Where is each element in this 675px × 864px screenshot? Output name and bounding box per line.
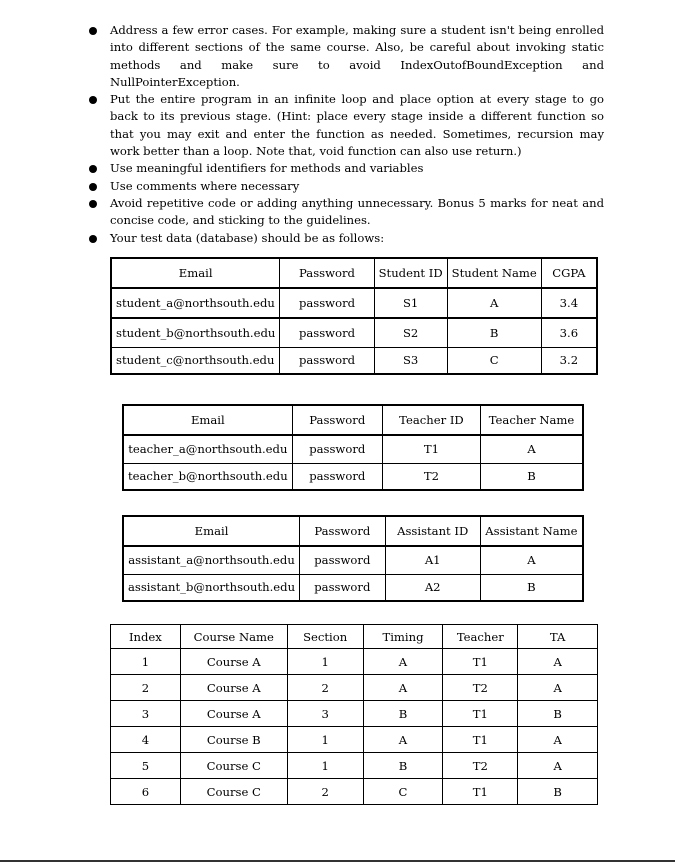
cell-timing: B: [363, 701, 443, 727]
courses-header-teacher: Teacher: [443, 625, 518, 649]
cell-ta: A: [518, 675, 598, 701]
cell-section: 3: [287, 701, 363, 727]
cell-timing: A: [363, 675, 443, 701]
cell-teacher: T2: [443, 753, 518, 779]
assistants-header-email: Email: [123, 516, 300, 546]
teachers-table: [122, 404, 584, 491]
cell-cgpa: 3.4: [541, 288, 597, 318]
cell-email: assistant_b@northsouth.edu: [123, 574, 300, 601]
cell-id: T2: [382, 463, 480, 490]
cell-index: 6: [111, 779, 181, 805]
teachers-header-email: Email: [123, 405, 292, 435]
table-row: [111, 753, 598, 779]
teachers-header-row: [123, 405, 583, 435]
cell-ta: A: [518, 727, 598, 753]
cell-ta: B: [518, 701, 598, 727]
cell-course-name: Course B: [180, 727, 287, 753]
cell-name: B: [480, 574, 583, 601]
cell-index: 1: [111, 649, 181, 675]
cell-id: S1: [374, 288, 447, 318]
students-header-password: Password: [280, 258, 374, 288]
cell-course-name: Course A: [180, 701, 287, 727]
teachers-header-id: Teacher ID: [382, 405, 480, 435]
cell-course-name: Course C: [180, 753, 287, 779]
cell-teacher: T2: [443, 675, 518, 701]
cell-password: password: [292, 463, 382, 490]
bullet-error-cases: Address a few error cases. For example, making sure a student isn't being enrolled into different sections of the same course. Also, be careful about invoking static methods and make sure to avoid IndexOutofBoundException and NullPointerException.: [92, 22, 604, 91]
cell-timing: B: [363, 753, 443, 779]
cell-teacher: T1: [443, 649, 518, 675]
teachers-header-password: Password: [292, 405, 382, 435]
cell-ta: A: [518, 753, 598, 779]
cell-password: password: [280, 288, 374, 318]
table-row: [111, 288, 597, 318]
courses-header-section: Section: [287, 625, 363, 649]
cell-index: 5: [111, 753, 181, 779]
cell-password: password: [280, 347, 374, 374]
cell-section: 2: [287, 675, 363, 701]
cell-id: A1: [385, 546, 480, 574]
students-header-email: Email: [111, 258, 280, 288]
table-row: [123, 546, 583, 574]
page-bottom-rule: [0, 860, 675, 862]
cell-password: password: [300, 546, 386, 574]
table-row: [111, 318, 597, 347]
students-header-row: [111, 258, 597, 288]
table-row: [123, 463, 583, 490]
bullet-comments: Use comments where necessary: [92, 178, 604, 195]
cell-password: password: [300, 574, 386, 601]
cell-section: 1: [287, 753, 363, 779]
cell-name: C: [447, 347, 541, 374]
cell-index: 2: [111, 675, 181, 701]
table-row: [111, 675, 598, 701]
cell-name: A: [447, 288, 541, 318]
cell-name: B: [447, 318, 541, 347]
requirements-list: [92, 22, 604, 247]
cell-section: 2: [287, 779, 363, 805]
table-row: [111, 701, 598, 727]
assistants-header-id: Assistant ID: [385, 516, 480, 546]
table-row: [123, 574, 583, 601]
cell-email: teacher_a@northsouth.edu: [123, 435, 292, 463]
bullet-test-data: Your test data (database) should be as follows:: [92, 230, 604, 247]
assistants-header-name: Assistant Name: [480, 516, 583, 546]
table-row: [123, 435, 583, 463]
table-row: [111, 727, 598, 753]
courses-header-timing: Timing: [363, 625, 443, 649]
cell-id: A2: [385, 574, 480, 601]
cell-teacher: T1: [443, 701, 518, 727]
bullet-identifiers: Use meaningful identifiers for methods and variables: [92, 160, 604, 177]
cell-password: password: [292, 435, 382, 463]
cell-section: 1: [287, 727, 363, 753]
cell-course-name: Course A: [180, 675, 287, 701]
bullet-avoid-repetition: Avoid repetitive code or adding anything unnecessary. Bonus 5 marks for neat and concise code, and sticking to the guidelines.: [92, 195, 604, 230]
assistants-header-row: [123, 516, 583, 546]
cell-name: A: [480, 546, 583, 574]
students-header-name: Student Name: [447, 258, 541, 288]
cell-index: 4: [111, 727, 181, 753]
cell-ta: B: [518, 779, 598, 805]
cell-cgpa: 3.2: [541, 347, 597, 374]
cell-email: student_c@northsouth.edu: [111, 347, 280, 374]
cell-id: S3: [374, 347, 447, 374]
courses-table: [110, 624, 598, 805]
students-table: [110, 257, 598, 375]
table-row: [111, 649, 598, 675]
cell-name: B: [481, 463, 583, 490]
cell-email: teacher_b@northsouth.edu: [123, 463, 292, 490]
cell-timing: A: [363, 649, 443, 675]
cell-ta: A: [518, 649, 598, 675]
cell-cgpa: 3.6: [541, 318, 597, 347]
courses-header-course-name: Course Name: [180, 625, 287, 649]
cell-teacher: T1: [443, 779, 518, 805]
cell-name: A: [481, 435, 583, 463]
teachers-header-name: Teacher Name: [481, 405, 583, 435]
cell-timing: C: [363, 779, 443, 805]
cell-index: 3: [111, 701, 181, 727]
cell-timing: A: [363, 727, 443, 753]
table-row: [111, 347, 597, 374]
cell-course-name: Course A: [180, 649, 287, 675]
students-header-id: Student ID: [374, 258, 447, 288]
cell-email: student_a@northsouth.edu: [111, 288, 280, 318]
courses-header-ta: TA: [518, 625, 598, 649]
cell-id: T1: [382, 435, 480, 463]
cell-course-name: Course C: [180, 779, 287, 805]
students-header-cgpa: CGPA: [541, 258, 597, 288]
courses-header-index: Index: [111, 625, 181, 649]
cell-email: assistant_a@northsouth.edu: [123, 546, 300, 574]
cell-teacher: T1: [443, 727, 518, 753]
assistants-header-password: Password: [300, 516, 386, 546]
bullet-infinite-loop: Put the entire program in an infinite loop and place option at every stage to go back to its previous stage. (Hint: place every stage inside a different function so that you may exit and enter the function as needed. Sometimes, recursion may work better than a loop. Note that, void function can also use return.): [92, 91, 604, 160]
assistants-table: [122, 515, 584, 602]
table-row: [111, 779, 598, 805]
cell-password: password: [280, 318, 374, 347]
cell-id: S2: [374, 318, 447, 347]
cell-email: student_b@northsouth.edu: [111, 318, 280, 347]
cell-section: 1: [287, 649, 363, 675]
courses-header-row: [111, 625, 598, 649]
